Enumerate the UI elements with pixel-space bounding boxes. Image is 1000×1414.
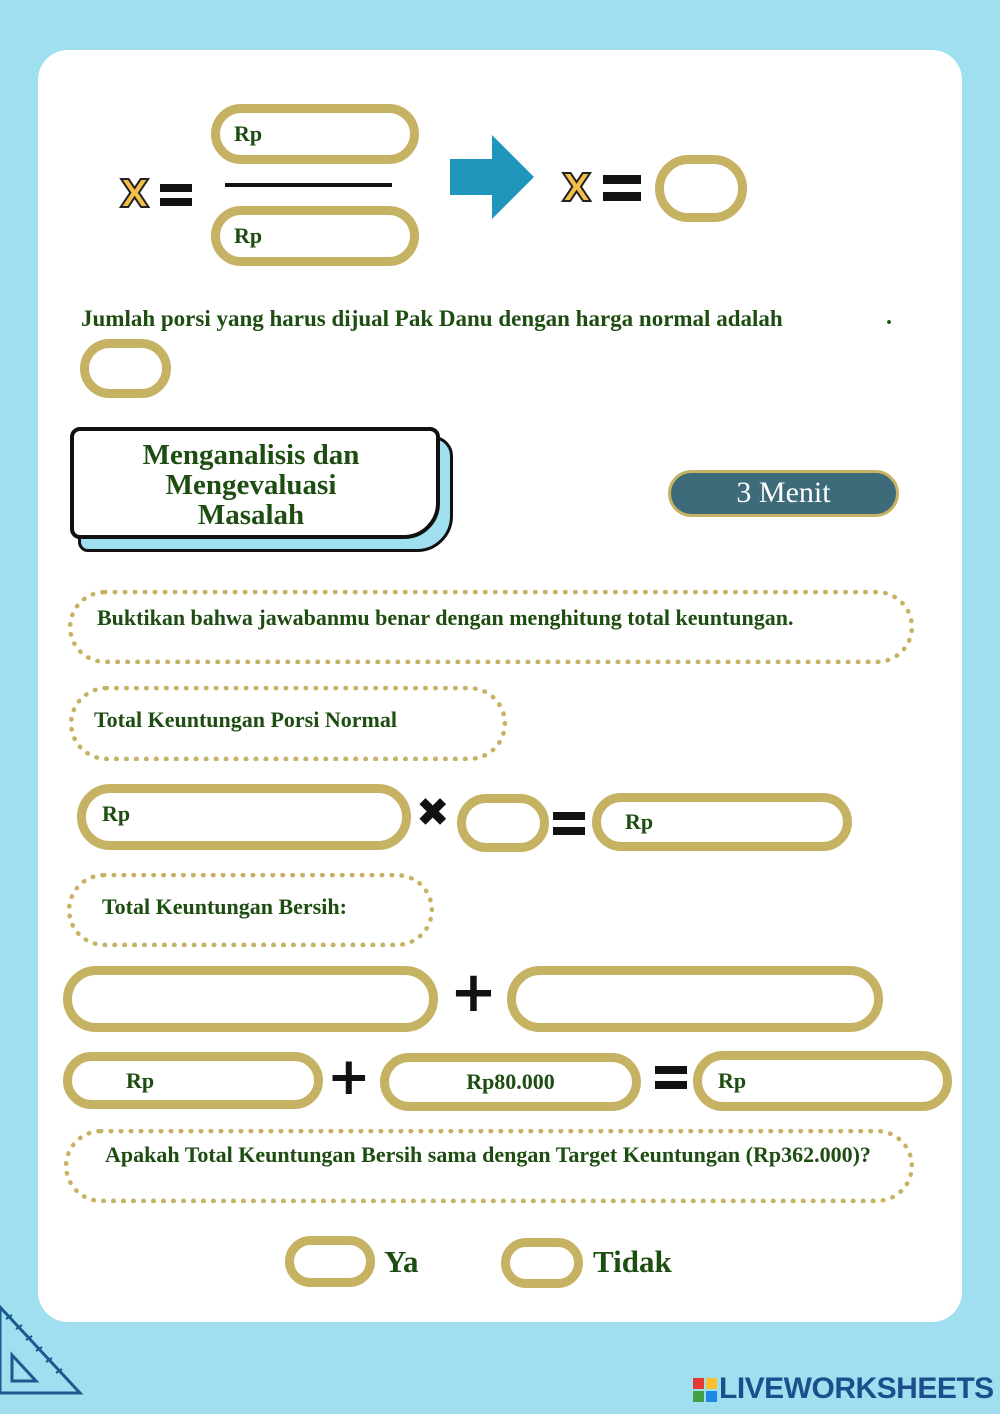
section-title-line1: Menganalisis dan [142, 439, 360, 471]
net-term2-label-field[interactable] [516, 975, 874, 1023]
equals-sign-left [160, 184, 192, 208]
option-no-label: Tidak [593, 1244, 672, 1279]
denominator-input[interactable] [211, 206, 419, 266]
rp-label: Rp [102, 801, 131, 826]
net-term2-value: Rp80.000 [466, 1069, 555, 1094]
net-term1-value-input[interactable] [63, 1052, 323, 1109]
normal-price-field[interactable] [130, 793, 402, 841]
section-title-line3: Masalah [197, 499, 305, 531]
net-profit-label-box [67, 873, 434, 947]
normal-quantity-field[interactable] [466, 803, 540, 843]
set-square-icon [0, 1305, 84, 1397]
variable-x-left: X [120, 172, 150, 216]
final-question-box [64, 1129, 914, 1203]
normal-quantity-input[interactable] [457, 794, 549, 852]
multiply-icon: ✖ [416, 790, 450, 836]
plus-icon-bottom: + [327, 1047, 371, 1107]
net-term1-value-field[interactable] [154, 1061, 314, 1100]
rp-label: Rp [234, 223, 263, 248]
timer-badge: 3 Menit [668, 470, 899, 517]
net-term1-label-input[interactable] [63, 966, 438, 1032]
rp-label: Rp [625, 809, 654, 834]
normal-total-input[interactable] [592, 793, 852, 851]
normal-profit-label: Total Keuntungan Porsi Normal [94, 707, 397, 732]
portions-answer-field[interactable] [89, 348, 162, 389]
option-yes-label: Ya [384, 1244, 419, 1279]
net-total-field[interactable] [746, 1060, 943, 1102]
net-total-input[interactable] [693, 1051, 952, 1111]
plus-icon-top: + [450, 960, 497, 1025]
variable-x-right: X [562, 166, 592, 210]
fraction-bar [225, 183, 392, 187]
normal-price-input[interactable] [77, 784, 411, 850]
net-term2-label-input[interactable] [507, 966, 883, 1032]
option-yes-checkbox[interactable] [285, 1236, 375, 1287]
normal-profit-label-box [69, 686, 507, 761]
net-profit-label: Total Keuntungan Bersih: [102, 894, 347, 919]
equals-sign-net [655, 1066, 687, 1090]
section-header-box [70, 427, 440, 539]
option-no-checkbox[interactable] [501, 1238, 583, 1288]
rp-label: Rp [234, 121, 263, 146]
numerator-field[interactable] [262, 113, 410, 155]
liveworksheets-brand: LIVEWORKSHEETS [719, 1372, 994, 1405]
rp-label: Rp [718, 1068, 747, 1093]
arrow-right-icon [450, 135, 534, 219]
liveworksheets-logo-icon [693, 1378, 717, 1402]
instruction-box [68, 590, 914, 664]
portions-answer-input[interactable] [80, 339, 171, 398]
denominator-field[interactable] [262, 215, 410, 257]
rp-label: Rp [126, 1067, 155, 1093]
numerator-input[interactable] [211, 104, 419, 164]
net-term1-label-field[interactable] [72, 975, 429, 1023]
section-title-line2: Mengevaluasi [165, 469, 337, 501]
question-period: . [886, 304, 892, 330]
x-result-input[interactable] [655, 155, 747, 222]
equals-sign-right [603, 175, 641, 203]
instruction-text: Buktikan bahwa jawabanmu benar dengan menghitung total keuntungan. [97, 605, 794, 630]
final-question-text: Apakah Total Keuntungan Bersih sama dengan Target Keuntungan (Rp362.000)? [105, 1142, 871, 1167]
net-term2-value-box [380, 1053, 641, 1111]
equals-sign-normal [553, 812, 585, 836]
normal-total-field[interactable] [653, 802, 843, 842]
question-portions-text: Jumlah porsi yang harus dijual Pak Danu dengan harga normal adalah [81, 306, 783, 331]
x-result-field[interactable] [664, 164, 738, 213]
